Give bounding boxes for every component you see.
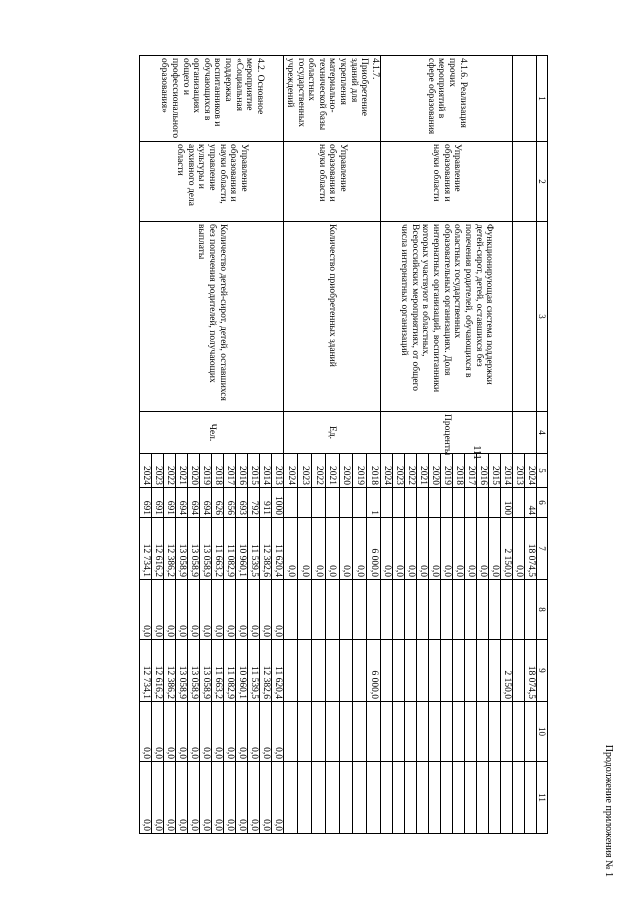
value-cell: 0,0: [452, 518, 464, 580]
value-cell: 12 382,6: [260, 640, 272, 702]
value-cell: [380, 762, 392, 834]
column-header: 2: [536, 142, 547, 222]
year-cell: 2019: [440, 454, 452, 488]
year-cell: 2018: [212, 454, 224, 488]
value-cell: [476, 580, 488, 640]
value-cell: [339, 640, 353, 702]
column-number-row: [536, 56, 547, 834]
value-cell: [353, 580, 367, 640]
table-row: [367, 56, 381, 834]
value-cell: 0,0: [176, 762, 188, 834]
value-cell: [512, 702, 524, 762]
value-cell: 0,0: [392, 518, 404, 580]
executor-cell: Управление образования и науки области: [284, 142, 381, 222]
value-cell: 0,0: [164, 702, 176, 762]
year-cell: 2017: [464, 454, 476, 488]
value-cell: [311, 762, 325, 834]
value-cell: 0,0: [152, 580, 164, 640]
value-cell: 0,0: [188, 580, 200, 640]
value-cell: 0,0: [284, 518, 298, 580]
year-cell: 2019: [200, 454, 212, 488]
value-cell: [488, 702, 500, 762]
value-cell: 0,0: [200, 580, 212, 640]
value-cell: 18 074,5: [524, 518, 536, 580]
value-cell: 0,0: [404, 518, 416, 580]
value-cell: [284, 702, 298, 762]
value-cell: [440, 580, 452, 640]
value-cell: [339, 762, 353, 834]
value-cell: 11 539,5: [248, 640, 260, 702]
value-cell: [512, 640, 524, 702]
year-cell: 2013: [272, 454, 284, 488]
value-cell: 2 150,0: [500, 518, 512, 580]
value-cell: 0,0: [488, 518, 500, 580]
value-cell: [380, 580, 392, 640]
value-cell: 13 058,9: [200, 640, 212, 702]
year-cell: 2014: [500, 454, 512, 488]
measure-name-cell: 4.1.6. Реализация прочих мероприятий в сфере образования: [380, 56, 512, 142]
value-cell: [325, 762, 339, 834]
value-cell: [452, 640, 464, 702]
value-cell: [392, 762, 404, 834]
executor-cell: Управление образования и науки области: [380, 142, 512, 222]
value-cell: 0,0: [200, 762, 212, 834]
year-cell: 2015: [488, 454, 500, 488]
value-cell: 12 382,6: [260, 518, 272, 580]
indicator-cell: Количество приобретенных зданий: [284, 222, 381, 412]
value-cell: 0,0: [380, 518, 392, 580]
value-cell: [524, 702, 536, 762]
value-cell: [416, 640, 428, 702]
value-cell: [416, 762, 428, 834]
value-cell: [464, 762, 476, 834]
value-cell: 0,0: [164, 580, 176, 640]
value-cell: 11 663,2: [212, 518, 224, 580]
value-cell: [311, 580, 325, 640]
value-cell: 0,0: [200, 702, 212, 762]
value-cell: 0,0: [236, 580, 248, 640]
value-cell: 13 058,9: [176, 640, 188, 702]
column-header: 6: [536, 488, 547, 518]
value-cell: [512, 762, 524, 834]
year-cell: 2021: [176, 454, 188, 488]
value-cell: [416, 488, 428, 518]
column-header: 3: [536, 222, 547, 412]
value-cell: 0,0: [248, 702, 260, 762]
value-cell: 1000: [272, 488, 284, 518]
value-cell: [404, 702, 416, 762]
value-cell: 0,0: [140, 580, 152, 640]
unit-cell: Проценты: [380, 412, 512, 454]
value-cell: [476, 640, 488, 702]
executor-cell: Управление образования и науки области, управление культуры и архивного дела области: [140, 142, 284, 222]
value-cell: 0,0: [224, 762, 236, 834]
value-cell: 0,0: [464, 518, 476, 580]
value-cell: [284, 580, 298, 640]
value-cell: 0,0: [353, 518, 367, 580]
value-cell: 0,0: [236, 762, 248, 834]
value-cell: [325, 488, 339, 518]
value-cell: 0,0: [176, 580, 188, 640]
value-cell: [298, 640, 312, 702]
value-cell: [476, 702, 488, 762]
value-cell: 0,0: [176, 702, 188, 762]
value-cell: [404, 580, 416, 640]
value-cell: [353, 762, 367, 834]
value-cell: [428, 702, 440, 762]
value-cell: [325, 702, 339, 762]
value-cell: 13 058,9: [200, 518, 212, 580]
value-cell: 2 150,0: [500, 640, 512, 702]
column-header: 4: [536, 412, 547, 454]
column-header: 7: [536, 518, 547, 580]
value-cell: [367, 762, 381, 834]
value-cell: 0,0: [272, 702, 284, 762]
value-cell: 12 734,1: [140, 640, 152, 702]
value-cell: [284, 762, 298, 834]
value-cell: [339, 702, 353, 762]
value-cell: 0,0: [260, 762, 272, 834]
year-cell: 2016: [236, 454, 248, 488]
year-cell: 2018: [452, 454, 464, 488]
value-cell: 0,0: [260, 702, 272, 762]
value-cell: [488, 488, 500, 518]
value-cell: [298, 762, 312, 834]
value-cell: [380, 702, 392, 762]
value-cell: 44: [524, 488, 536, 518]
year-cell: 2021: [325, 454, 339, 488]
value-cell: [298, 488, 312, 518]
value-cell: [298, 580, 312, 640]
value-cell: 911: [260, 488, 272, 518]
value-cell: [404, 640, 416, 702]
value-cell: [353, 488, 367, 518]
value-cell: [452, 762, 464, 834]
unit-cell: Ед.: [284, 412, 381, 454]
year-cell: 2016: [476, 454, 488, 488]
value-cell: 0,0: [188, 702, 200, 762]
value-cell: 0,0: [140, 762, 152, 834]
value-cell: [488, 580, 500, 640]
value-cell: 693: [236, 488, 248, 518]
value-cell: 0,0: [224, 580, 236, 640]
value-cell: [464, 488, 476, 518]
value-cell: 792: [248, 488, 260, 518]
measure-name-cell: 4.1.7. Приобретение зданий для укрепления материально-технической базы областных государственных учреждений: [284, 56, 381, 142]
value-cell: [311, 488, 325, 518]
value-cell: [452, 702, 464, 762]
value-cell: 1: [367, 488, 381, 518]
column-header: 9: [536, 640, 547, 702]
unit-cell: Чел.: [140, 412, 284, 454]
value-cell: [380, 488, 392, 518]
year-cell: 2024: [284, 454, 298, 488]
value-cell: 0,0: [272, 762, 284, 834]
column-header: 5: [536, 454, 547, 488]
value-cell: 11 620,4: [272, 640, 284, 702]
empty-cell: [512, 412, 536, 454]
value-cell: [353, 702, 367, 762]
indicator-cell: Функционирующая система поддержки детей-сирот, детей, оставшихся без попечения родителей, обучающихся в областных государственных образовательных организациях. Доля интернатных организаций, воспитанники которых участвуют в областных, Всероссийских мероприятиях, от общего числа интернатных организаций: [380, 222, 512, 412]
value-cell: [325, 640, 339, 702]
value-cell: 0,0: [224, 702, 236, 762]
value-cell: 6 000,0: [367, 518, 381, 580]
value-cell: [392, 702, 404, 762]
empty-cell: [512, 142, 536, 222]
value-cell: [476, 762, 488, 834]
value-cell: [428, 762, 440, 834]
column-header: 8: [536, 580, 547, 640]
value-cell: 694: [176, 488, 188, 518]
value-cell: [311, 702, 325, 762]
year-cell: 2023: [152, 454, 164, 488]
value-cell: 0,0: [236, 702, 248, 762]
value-cell: [311, 640, 325, 702]
year-cell: 2022: [404, 454, 416, 488]
value-cell: 11 082,9: [224, 640, 236, 702]
value-cell: 0,0: [298, 518, 312, 580]
year-cell: 2023: [392, 454, 404, 488]
value-cell: [392, 640, 404, 702]
year-cell: 2020: [188, 454, 200, 488]
value-cell: [440, 762, 452, 834]
value-cell: 691: [140, 488, 152, 518]
value-cell: 694: [188, 488, 200, 518]
value-cell: 10 960,1: [236, 640, 248, 702]
column-header: 10: [536, 702, 547, 762]
year-cell: 2019: [353, 454, 367, 488]
value-cell: [500, 580, 512, 640]
year-cell: 2020: [428, 454, 440, 488]
year-cell: 2018: [367, 454, 381, 488]
value-cell: [512, 488, 524, 518]
value-cell: [524, 762, 536, 834]
value-cell: 11 539,5: [248, 518, 260, 580]
value-cell: 12 386,2: [164, 640, 176, 702]
value-cell: 13 058,9: [188, 640, 200, 702]
value-cell: [367, 702, 381, 762]
value-cell: 691: [164, 488, 176, 518]
year-cell: 2014: [260, 454, 272, 488]
value-cell: [452, 580, 464, 640]
value-cell: 0,0: [212, 702, 224, 762]
value-cell: [367, 580, 381, 640]
value-cell: 0,0: [248, 580, 260, 640]
value-cell: [353, 640, 367, 702]
year-cell: 2024: [140, 454, 152, 488]
value-cell: 0,0: [416, 518, 428, 580]
value-cell: [339, 580, 353, 640]
value-cell: 12 734,1: [140, 518, 152, 580]
value-cell: 0,0: [212, 762, 224, 834]
value-cell: 18 074,5: [524, 640, 536, 702]
value-cell: 0,0: [152, 762, 164, 834]
value-cell: [464, 640, 476, 702]
value-cell: [428, 580, 440, 640]
value-cell: [404, 488, 416, 518]
value-cell: 100: [500, 488, 512, 518]
value-cell: [404, 762, 416, 834]
value-cell: [464, 580, 476, 640]
empty-cell: [512, 222, 536, 412]
value-cell: 0,0: [212, 580, 224, 640]
value-cell: 626: [212, 488, 224, 518]
value-cell: [524, 580, 536, 640]
value-cell: 0,0: [512, 518, 524, 580]
year-cell: 2024: [524, 454, 536, 488]
value-cell: [500, 702, 512, 762]
table-row: [272, 56, 284, 834]
value-cell: [392, 488, 404, 518]
value-cell: [325, 580, 339, 640]
value-cell: 0,0: [272, 580, 284, 640]
value-cell: [284, 488, 298, 518]
value-cell: [452, 488, 464, 518]
value-cell: 0,0: [152, 702, 164, 762]
value-cell: [476, 488, 488, 518]
value-cell: [416, 580, 428, 640]
value-cell: 656: [224, 488, 236, 518]
value-cell: 0,0: [188, 762, 200, 834]
value-cell: 10 960,1: [236, 518, 248, 580]
value-cell: [488, 762, 500, 834]
value-cell: 0,0: [311, 518, 325, 580]
value-cell: 13 058,9: [188, 518, 200, 580]
table-body: [140, 56, 537, 834]
value-cell: 0,0: [248, 762, 260, 834]
value-cell: 0,0: [164, 762, 176, 834]
value-cell: 11 620,4: [272, 518, 284, 580]
value-cell: 11 663,2: [212, 640, 224, 702]
column-header: 11: [536, 762, 547, 834]
year-cell: 2020: [339, 454, 353, 488]
value-cell: [416, 702, 428, 762]
value-cell: 0,0: [339, 518, 353, 580]
value-cell: 12 616,2: [152, 518, 164, 580]
value-cell: 13 058,9: [176, 518, 188, 580]
value-cell: 0,0: [325, 518, 339, 580]
budget-table: [139, 55, 548, 834]
column-header: 1: [536, 56, 547, 142]
value-cell: [392, 580, 404, 640]
value-cell: [339, 488, 353, 518]
value-cell: 12 616,2: [152, 640, 164, 702]
value-cell: 0,0: [428, 518, 440, 580]
value-cell: [500, 762, 512, 834]
continuation-note: Продолжение приложения № 1: [603, 744, 614, 877]
value-cell: 6 000,0: [367, 640, 381, 702]
value-cell: 0,0: [440, 518, 452, 580]
measure-name-cell: 4.2. Основное мероприятие «Социальная поддержка воспитанников и обучающихся в организациях общего и профессионального образования»: [140, 56, 284, 142]
value-cell: 0,0: [140, 702, 152, 762]
value-cell: [440, 640, 452, 702]
value-cell: [440, 488, 452, 518]
year-cell: 2022: [311, 454, 325, 488]
year-cell: 2022: [164, 454, 176, 488]
value-cell: [380, 640, 392, 702]
value-cell: [440, 702, 452, 762]
value-cell: 12 386,2: [164, 518, 176, 580]
value-cell: 0,0: [476, 518, 488, 580]
indicator-cell: Количество детей-сирот, детей, оставшихся без попечения родителей, получающих выплаты: [140, 222, 284, 412]
table-row: [500, 56, 512, 834]
value-cell: [488, 640, 500, 702]
value-cell: [298, 702, 312, 762]
year-cell: 2023: [298, 454, 312, 488]
value-cell: [284, 640, 298, 702]
value-cell: [428, 488, 440, 518]
year-cell: 2015: [248, 454, 260, 488]
value-cell: [428, 640, 440, 702]
value-cell: 694: [200, 488, 212, 518]
value-cell: 691: [152, 488, 164, 518]
empty-cell: [512, 56, 536, 142]
year-cell: 2024: [380, 454, 392, 488]
value-cell: 11 082,9: [224, 518, 236, 580]
table-row: [524, 56, 536, 834]
year-cell: 2013: [512, 454, 524, 488]
page-number: 111: [471, 445, 482, 460]
year-cell: 2021: [416, 454, 428, 488]
value-cell: [464, 702, 476, 762]
year-cell: 2017: [224, 454, 236, 488]
value-cell: [512, 580, 524, 640]
value-cell: 0,0: [260, 580, 272, 640]
